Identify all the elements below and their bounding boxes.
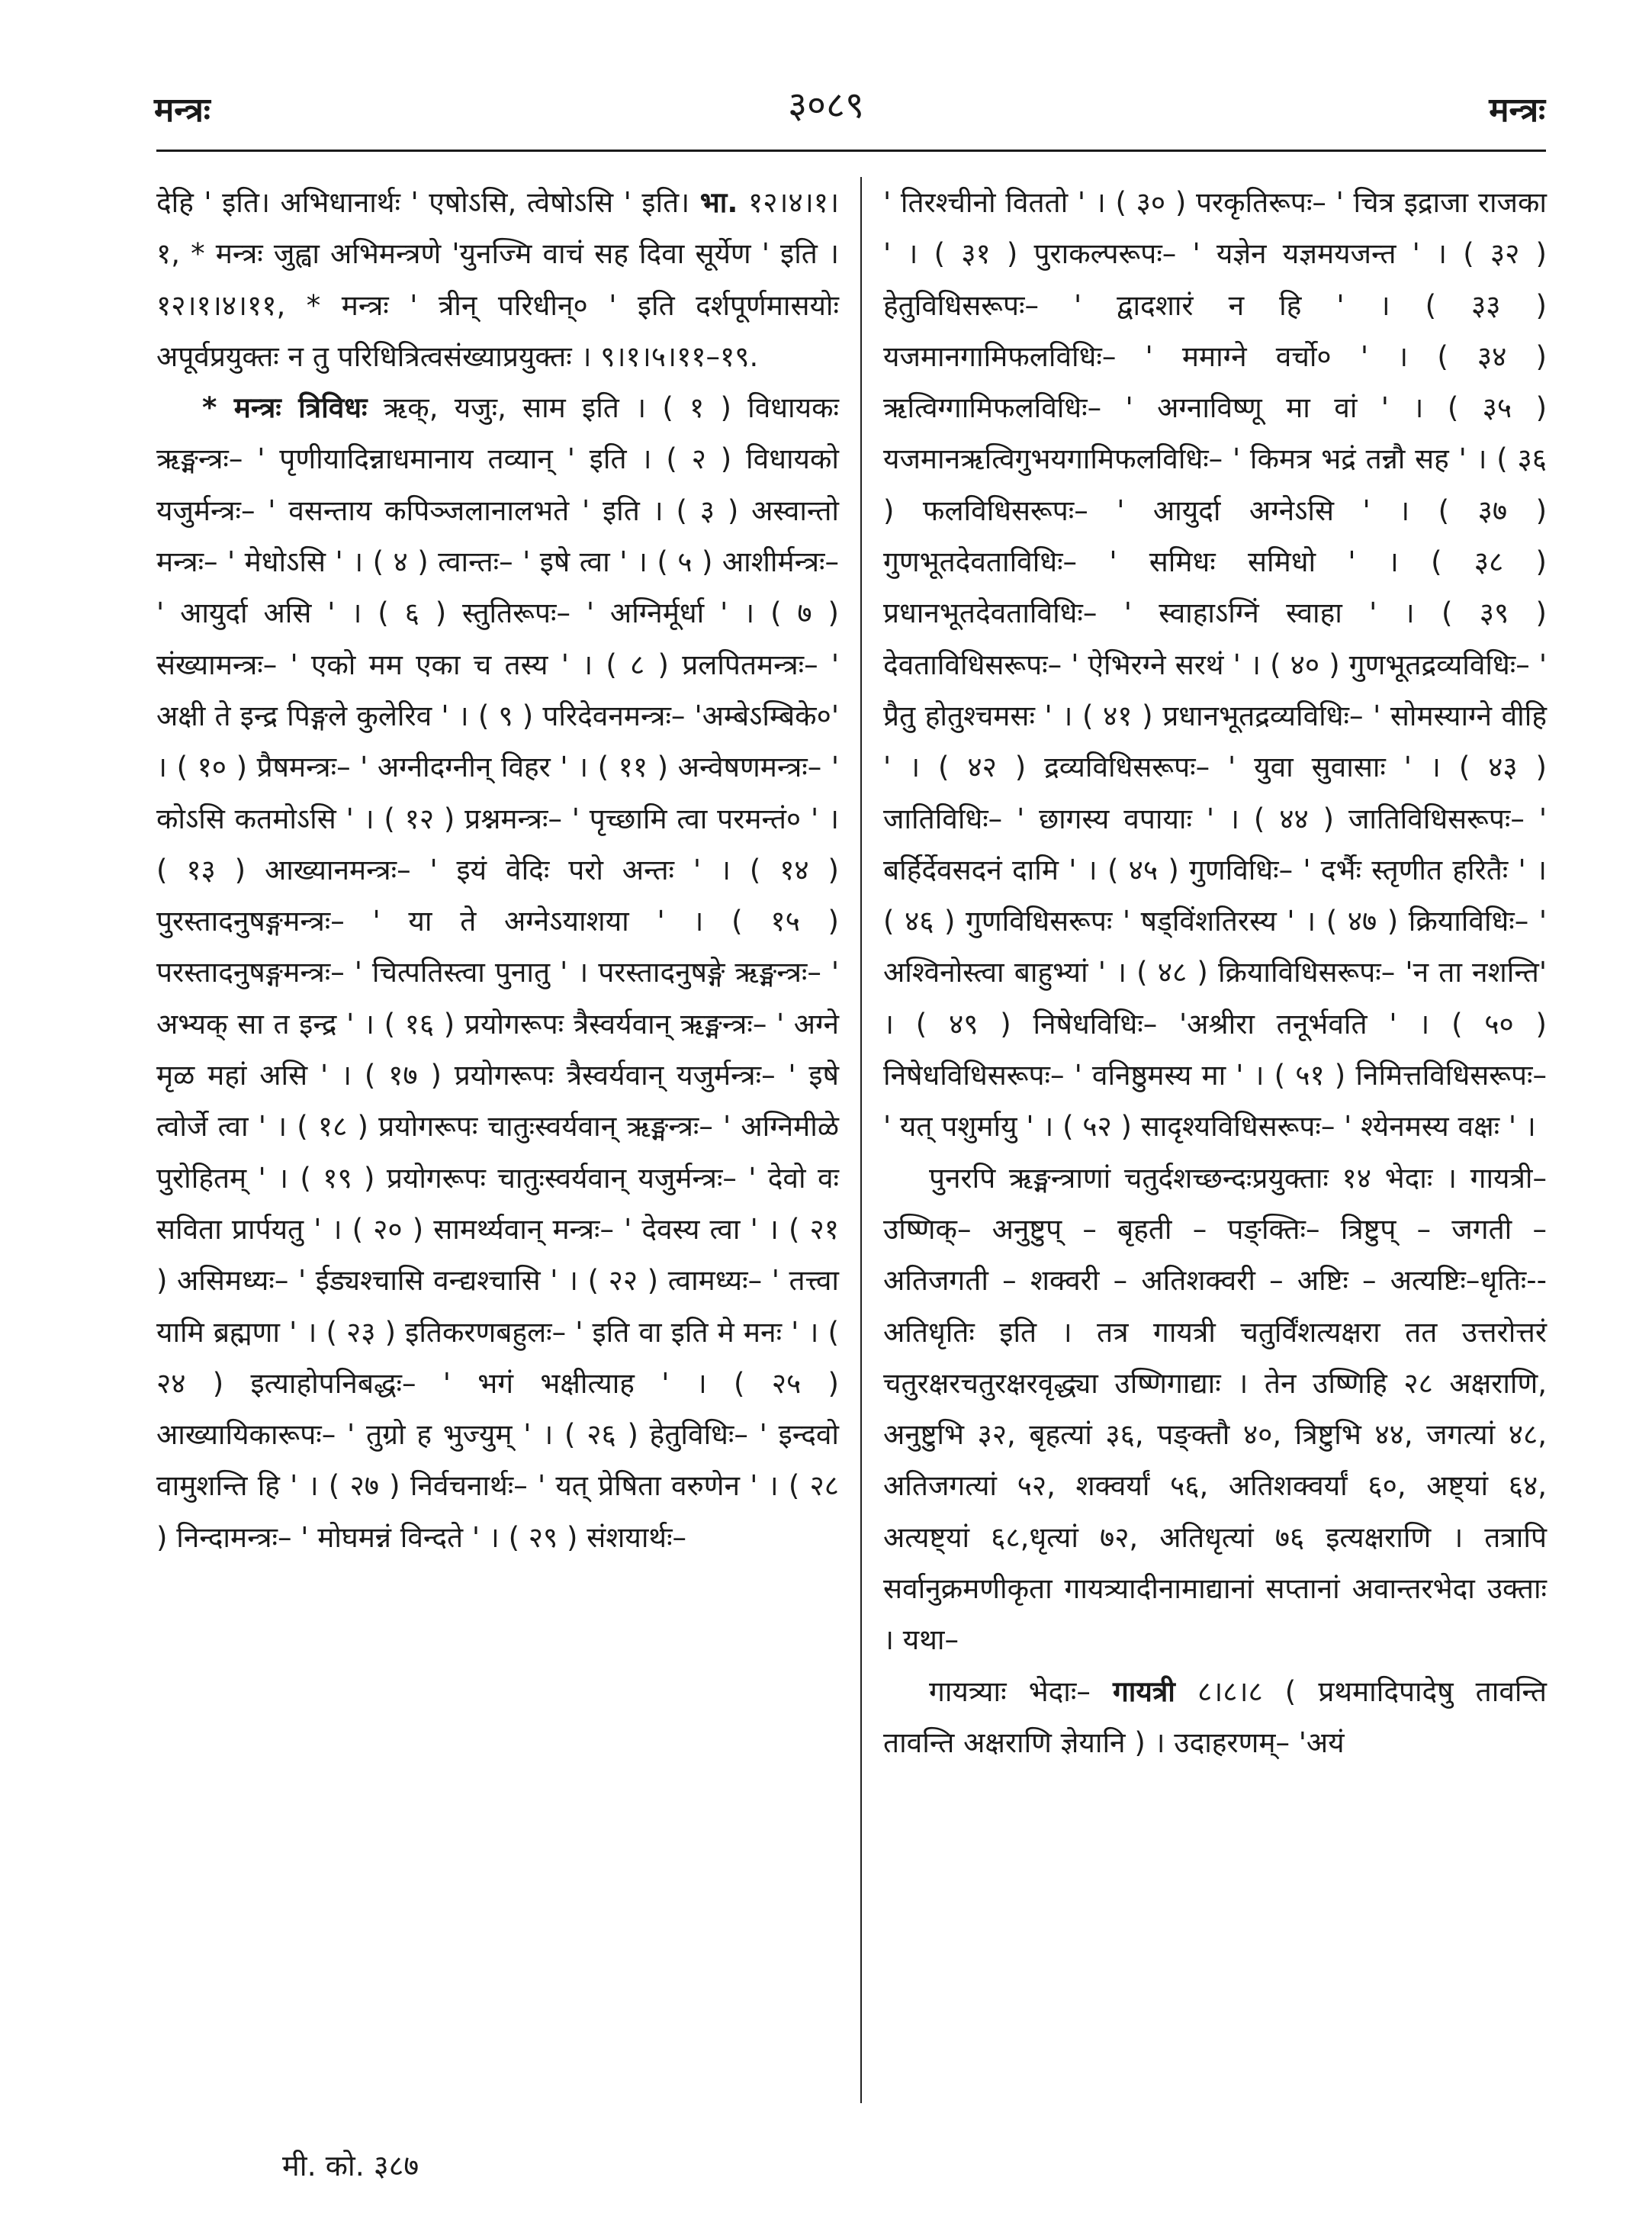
right-paragraph-3 <box>883 1666 1547 1769</box>
running-head-left: मन्त्रः <box>154 91 211 130</box>
right-column <box>883 177 1547 1768</box>
right-p3-text-a: गायत्र्याः भेदाः– <box>929 1674 1113 1708</box>
page-number: ३०८९ <box>788 84 864 127</box>
left-p1-bold: भा. <box>699 186 738 219</box>
right-p3-text-b: ८।८।८ ( प्रथमादिपादेषु तावन्ति तावन्ति अक्षराणि ज्ञेयानि ) । उदाहरणम्– 'अयं <box>883 1674 1547 1759</box>
left-paragraph-1 <box>156 177 839 382</box>
left-column <box>156 177 839 1563</box>
column-divider <box>860 177 862 2103</box>
right-paragraph-2: पुनरपि ऋङ्मन्त्राणां चतुर्दशच्छन्दःप्रयुक्ताः १४ भेदाः । गायत्री– उष्णिक्– अनुष्टुप् – बृहती – पङ्क्तिः– त्रिष्टुप् – जगती – अतिजगती – शक्वरी – अतिशक्वरी – अष्टिः – अत्यष्टिः–धृतिः--अतिधृतिः इति । तत्र गायत्री चतुर्विंशत्यक्षरा तत उत्तरोत्तरं चतुरक्षरचतुरक्षरवृद्ध्या उष्णिगाद्याः । तेन उष्णिहि २८ अक्षराणि, अनुष्टुभि ३२, बृहत्यां ३६, पङ्क्तौ ४०, त्रिष्टुभि ४४, जगत्यां ४८, अतिजगत्यां ५२, शक्वर्यां ५६, अतिशक्वर्यां ६०, अष्ट्यां ६४, अत्यष्ट्यां ६८,धृत्यां ७२, अतिधृत्यां ७६ इत्यक्षराणि । तत्रापि सर्वानुक्रमणीकृता गायत्र्यादीनामाद्यानां सप्तानां अवान्तरभेदा उक्ताः । यथा– <box>883 1161 1547 1657</box>
left-p1-text-b: १२।४।१।१, * मन्त्रः जुह्वा अभिमन्त्रणे 'युनज्मि वाचं सह दिवा सूर्येण ' इति । १२।१।४।११, * मन्त्रः ' त्रीन् परिधीन्० ' इति दर्शपूर्णमासयोः अपूर्वप्रयुक्तः न तु परिधित्रित्वसंख्याप्रयुक्तः । ९।१।५।११–१९. <box>156 186 839 373</box>
left-p1-text-a: देहि ' इति। अभिधानार्थः ' एषोऽसि, त्वेषोऽसि ' इति। <box>156 186 700 219</box>
right-paragraph-1: ' तिरश्चीनो विततो ' । ( ३० ) परकृतिरूपः– ' चित्र इद्राजा राजका ' । ( ३१ ) पुराकल्परूपः– ' यज्ञेन यज्ञमयजन्त ' । ( ३२ ) हेतुविधिसरूपः– ' द्वादशारं न हि ' । ( ३३ ) यजमानगामिफलविधिः– ' ममाग्ने वर्चो० ' । ( ३४ ) ऋत्विग्गामिफलविधिः– ' अग्नाविष्णू मा वां ' । ( ३५ ) यजमानऋत्विगुभयगामिफलविधिः– ' किमत्र भद्रं तन्नौ सह ' । ( ३६ ) फलविधिसरूपः– ' आयुर्दा अग्नेऽसि ' । ( ३७ ) गुणभूतदेवताविधिः– ' समिधः समिधो ' । ( ३८ ) प्रधानभूतदेवताविधिः– ' स्वाहाऽग्निं स्वाहा ' । ( ३९ ) देवताविधिसरूपः– ' ऐभिरग्ने सरथं ' । ( ४० ) गुणभूतद्रव्यविधिः– ' प्रैतु होतुश्चमसः ' । ( ४१ ) प्रधानभूतद्रव्यविधिः– ' सोमस्याग्ने वीहि ' । ( ४२ ) द्रव्यविधिसरूपः– ' युवा सुवासाः ' । ( ४३ ) जातिविधिः– ' छागस्य वपायाः ' । ( ४४ ) जातिविधिसरूपः– ' बर्हिर्देवसदनं दामि ' । ( ४५ ) गुणविधिः– ' दर्भैः स्तृणीत हरितैः ' । ( ४६ ) गुणविधिसरूपः ' षड्विंशतिरस्य ' । ( ४७ ) क्रियाविधिः– ' अश्विनोस्त्वा बाहुभ्यां ' । ( ४८ ) क्रियाविधिसरूपः– 'न ता नशन्ति' । ( ४९ ) निषेधविधिः– 'अश्रीरा तनूर्भवति ' । ( ५० ) निषेधविधिसरूपः– ' वनिष्ठुमस्य मा ' । ( ५१ ) निमित्तविधिसरूपः– ' यत् पशुर्मायु ' । ( ५२ ) सादृश्यविधिसरूपः– ' श्येनमस्य वक्षः ' । <box>883 186 1547 1143</box>
left-paragraph-2 <box>156 382 839 1563</box>
left-p2-bold: * मन्त्रः त्रिविधः <box>202 391 368 425</box>
header-rule <box>156 150 1546 152</box>
right-p3-bold: गायत्री <box>1112 1674 1175 1708</box>
running-head-right: मन्त्रः <box>1489 91 1545 130</box>
left-p2-text: ऋक्, यजुः, साम इति । ( १ ) विधायकः ऋङ्मन्त्रः– ' पृणीयादिन्नाधमानाय तव्यान् ' इति । ( २ ) विधायको यजुर्मन्त्रः– ' वसन्ताय कपिञ्जलानालभते ' इति । ( ३ ) अस्वान्तो मन्त्रः– ' मेधोऽसि ' । ( ४ ) त्वान्तः– ' इषे त्वा ' । ( ५ ) आशीर्मन्त्रः– ' आयुर्दा असि ' । ( ६ ) स्तुतिरूपः– ' अग्निर्मूर्धा ' । ( ७ ) संख्यामन्त्रः– ' एको मम एका च तस्य ' । ( ८ ) प्रलपितमन्त्रः– ' अक्षी ते इन्द्र पिङ्गले कुलेरिव ' । ( ९ ) परिदेवनमन्त्रः– 'अम्बेऽम्बिके०' । ( १० ) प्रैषमन्त्रः– ' अग्नीदग्नीन् विहर ' । ( ११ ) अन्वेषणमन्त्रः– ' कोऽसि कतमोऽसि ' । ( १२ ) प्रश्नमन्त्रः– ' पृच्छामि त्वा परमन्तं० ' । ( १३ ) आख्यानमन्त्रः– ' इयं वेदिः परो अन्तः ' । ( १४ ) पुरस्तादनुषङ्गमन्त्रः– ' या ते अग्नेऽयाशया ' । ( १५ ) परस्तादनुषङ्गमन्त्रः– ' चित्पतिस्त्वा पुनातु ' । परस्तादनुषङ्गे ऋङ्मन्त्रः– ' अभ्यक् सा त इन्द्र ' । ( १६ ) प्रयोगरूपः त्रैस्वर्यवान् ऋङ्मन्त्रः– ' अग्ने मृळ महां असि ' । ( १७ ) प्रयोगरूपः त्रैस्वर्यवान् यजुर्मन्त्रः– ' इषे त्वोर्जे त्वा ' । ( १८ ) प्रयोगरूपः चातुःस्वर्यवान् ऋङ्मन्त्रः– ' अग्निमीळे पुरोहितम् ' । ( १९ ) प्रयोगरूपः चातुःस्वर्यवान् यजुर्मन्त्रः– ' देवो वः सविता प्रार्पयतु ' । ( २० ) सामर्थ्यवान् मन्त्रः– ' देवस्य त्वा ' । ( २१ ) असिमध्यः– ' ईड्यश्चासि वन्द्यश्चासि ' । ( २२ ) त्वामध्यः– ' तत्त्वा यामि ब्रह्मणा ' । ( २३ ) इतिकरणबहुलः– ' इति वा इति मे मनः ' । ( २४ ) इत्याहोपनिबद्धः– ' भगं भक्षीत्याह ' । ( २५ ) आख्यायिकारूपः– ' तुग्रो ह भुज्युम् ' । ( २६ ) हेतुविधिः– ' इन्दवो वामुशन्ति हि ' । ( २७ ) निर्वचनार्थः– ' यत् प्रेषिता वरुणेन ' । ( २८ ) निन्दामन्त्रः– ' मोघमन्नं विन्दते ' । ( २९ ) संशयार्थः– <box>156 391 839 1554</box>
footer-signature: मी. को. ३८७ <box>282 2149 419 2182</box>
